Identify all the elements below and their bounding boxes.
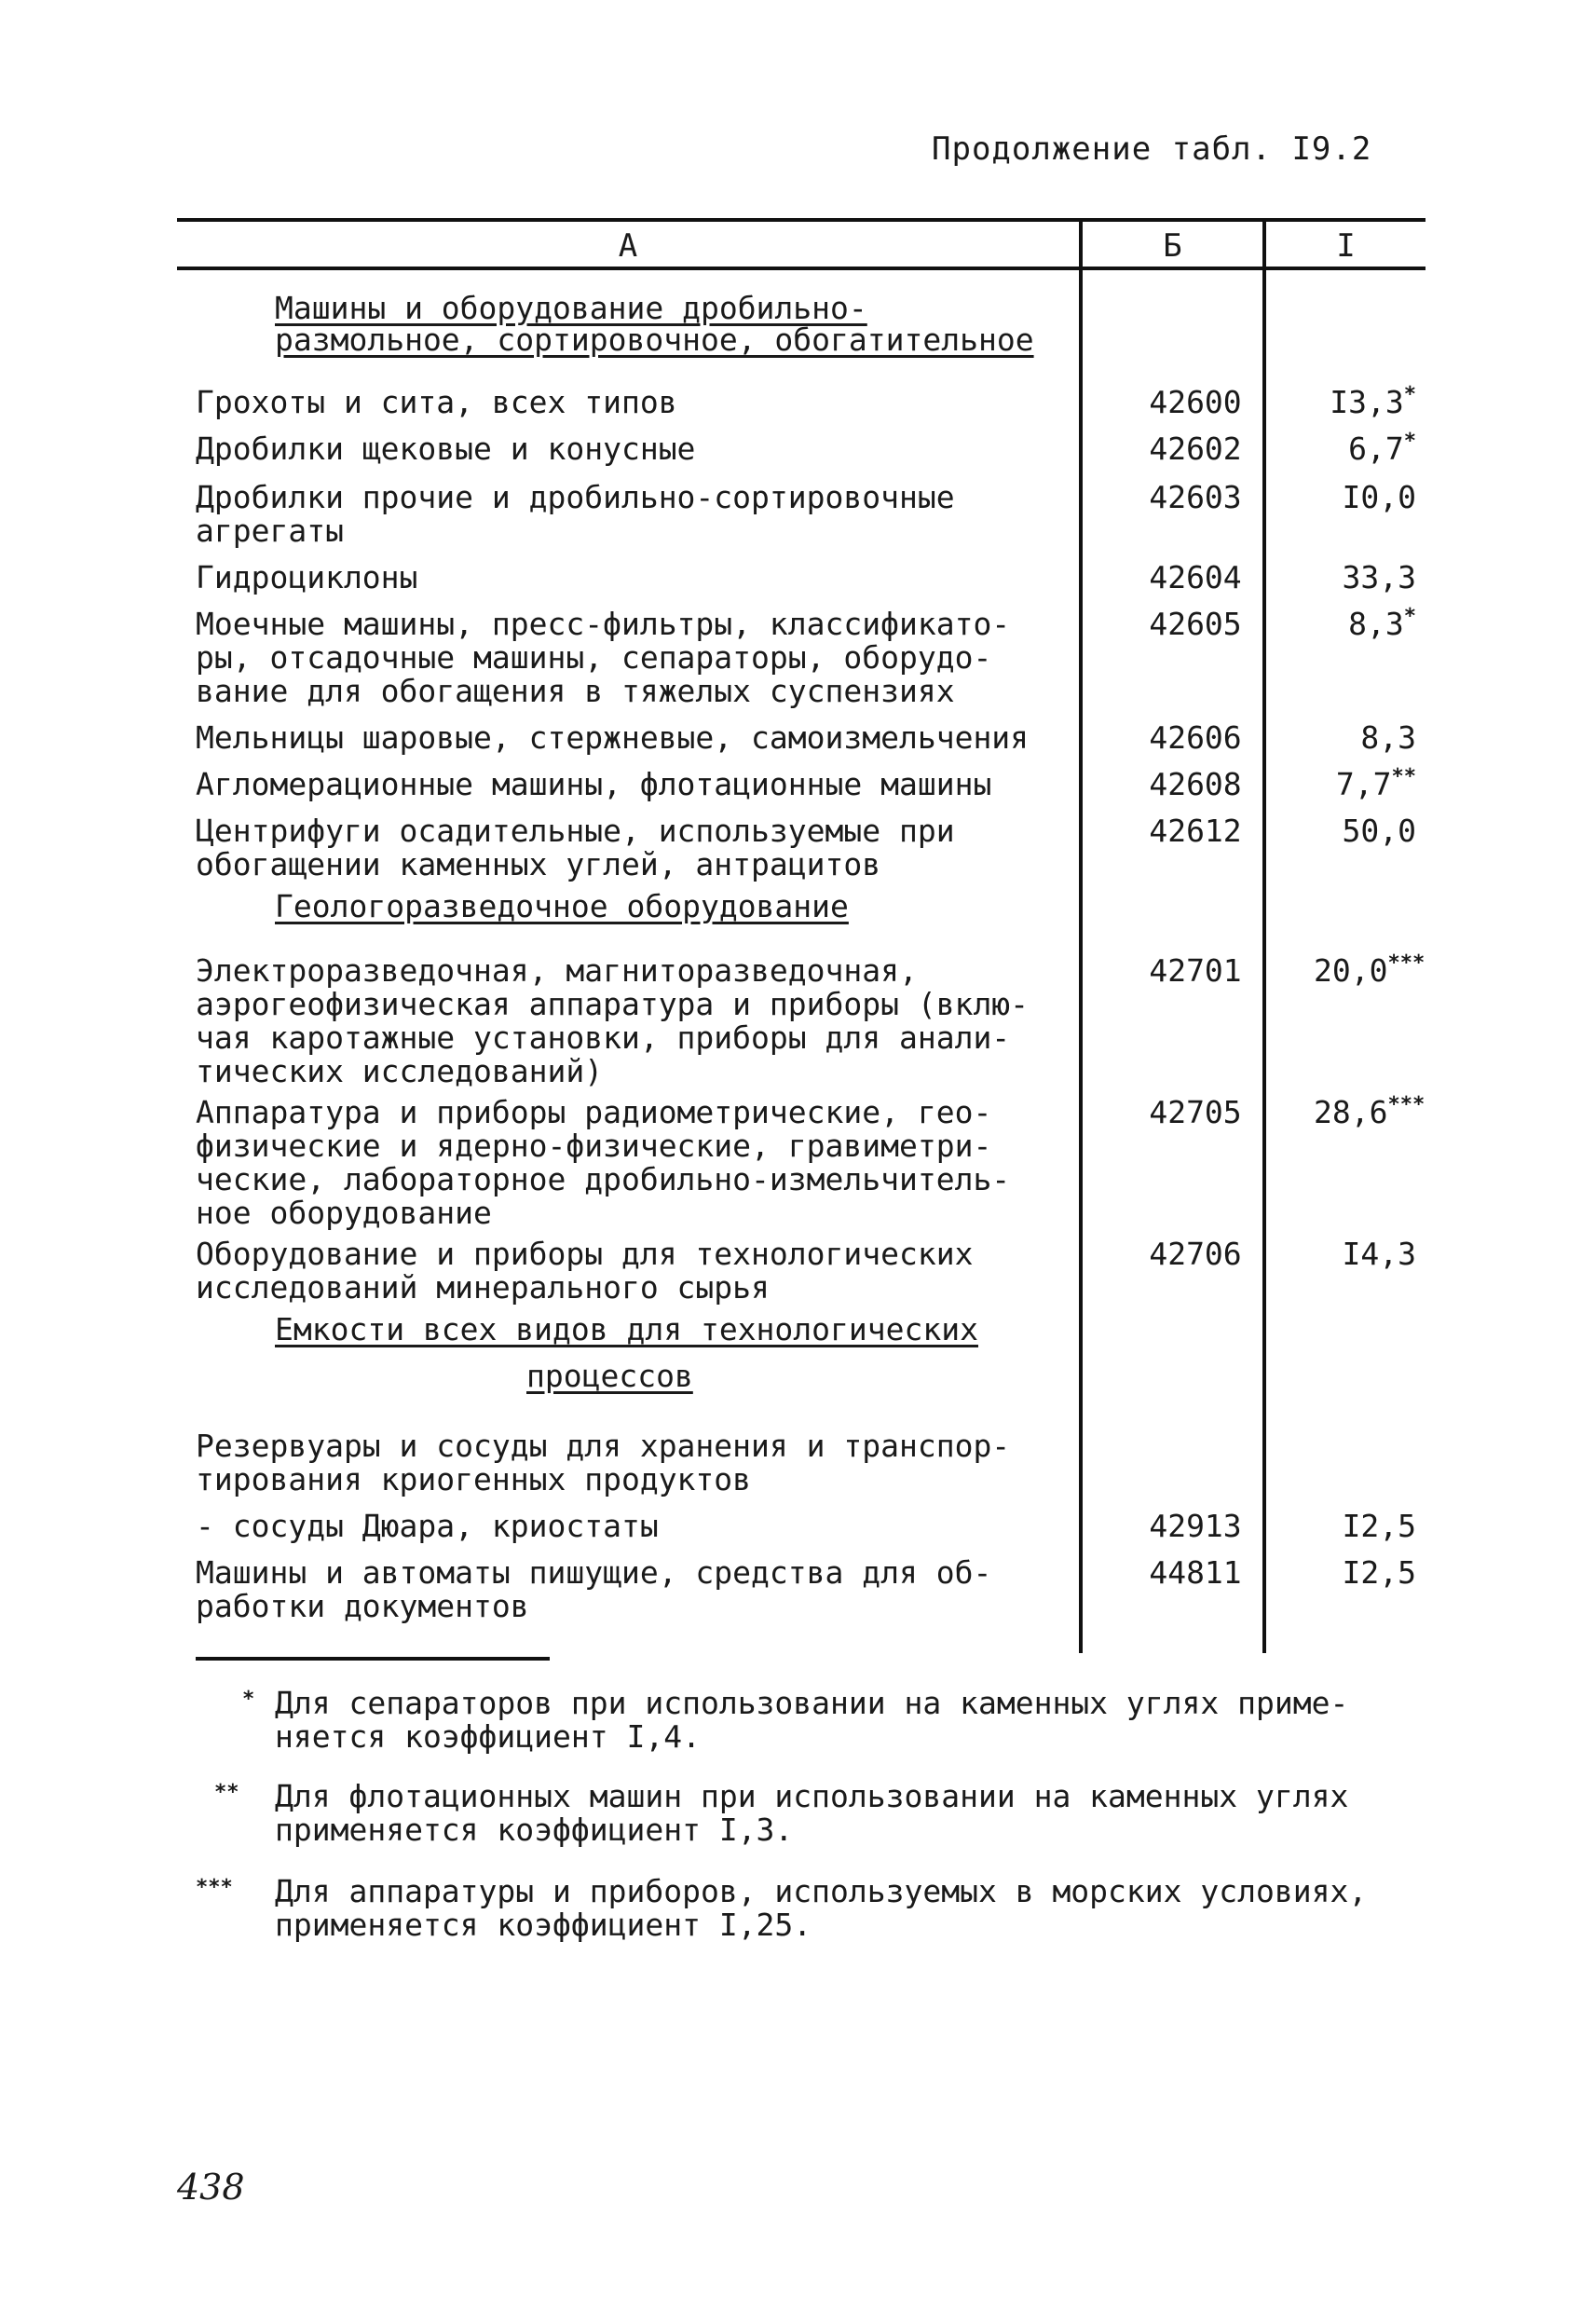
- section-title-containers-line2: процессов: [526, 1358, 693, 1394]
- row-code: 42706: [1149, 1236, 1242, 1272]
- row-code: 42605: [1149, 606, 1242, 642]
- row-code: 42612: [1149, 813, 1242, 849]
- page-number: 438: [177, 2167, 245, 2208]
- row-value: 6,7: [1348, 431, 1404, 467]
- footnote-text: Для сепараторов при использовании на каменных углях приме- няется коэффициент I,4.: [275, 1685, 1349, 1755]
- footnote-mark: *: [1403, 430, 1416, 453]
- table-top-rule: [177, 218, 1425, 222]
- row-name: Резервуары и сосуды для хранения и транспор- тирования криогенных продуктов: [196, 1428, 1011, 1497]
- row-value-cell: [1314, 765, 1416, 802]
- row-value-cell: [1314, 481, 1416, 514]
- row-code: 44811: [1149, 1554, 1242, 1591]
- footnote-mark: *: [242, 1688, 255, 1711]
- header-col-a: А: [618, 227, 638, 265]
- row-name: Агломерационные машины, флотационные машины: [196, 766, 992, 802]
- row-value: 33,3: [1342, 559, 1416, 595]
- row-value: I2,5: [1342, 1554, 1416, 1591]
- footnote-mark: *: [1403, 605, 1416, 628]
- row-name: Центрифуги осадительные, используемые при обогащении каменных углей, антрацитов: [196, 813, 955, 882]
- row-code: 42913: [1149, 1508, 1242, 1544]
- header-col-c: I: [1336, 227, 1356, 265]
- row-value-cell: [1314, 432, 1416, 466]
- row-value: 8,3: [1348, 606, 1404, 642]
- row-value-cell: [1314, 951, 1425, 989]
- row-code: 42608: [1149, 766, 1242, 802]
- row-value: 7,7: [1335, 766, 1392, 802]
- row-value: 28,6: [1314, 1094, 1388, 1130]
- row-name: Моечные машины, пресс-фильтры, классификато- ры, отсадочные машины, сепараторы, оборудо- вание для обогащения в тяжелых суспензиях: [196, 606, 1011, 709]
- row-name: Электроразведочная, магниторазведочная, аэрогеофизическая аппаратура и приборы (вклю- чая каротажные установки, приборы для анали- тических исследований): [196, 952, 1030, 1089]
- footnote-mark: ***: [1387, 951, 1425, 975]
- row-name: Оборудование и приборы для технологических исследований минерального сырья: [196, 1236, 974, 1306]
- row-name: Дробилки прочие и дробильно-сортировочные агрегаты: [196, 479, 955, 549]
- row-name: Грохоты и сита, всех типов: [196, 384, 677, 420]
- row-value: I0,0: [1342, 479, 1416, 515]
- row-value-cell: [1314, 1510, 1416, 1543]
- footnote-text: Для аппаратуры и приборов, используемых в морских условиях, применяется коэффициент I,25.: [275, 1873, 1368, 1943]
- row-code: 42604: [1149, 559, 1242, 595]
- row-value: I2,5: [1342, 1508, 1416, 1544]
- row-value-cell: [1314, 605, 1416, 642]
- row-value: 8,3: [1360, 719, 1416, 756]
- footnote-text: Для флотационных машин при использовании на каменных углях применяется коэффициент I,3.: [275, 1778, 1349, 1848]
- row-code: 42603: [1149, 479, 1242, 515]
- footnote-mark: *: [1403, 383, 1416, 406]
- row-value: 20,0: [1314, 952, 1388, 989]
- row-code: 42705: [1149, 1094, 1242, 1130]
- row-name: Гидроциклоны: [196, 559, 418, 595]
- row-name: Дробилки щековые и конусные: [196, 431, 696, 467]
- footnote-separator: [196, 1657, 550, 1661]
- footnote-mark: **: [214, 1781, 239, 1804]
- row-value-cell: [1314, 561, 1416, 595]
- row-code: 42701: [1149, 952, 1242, 989]
- row-code: 42602: [1149, 431, 1242, 467]
- row-value: 50,0: [1342, 813, 1416, 849]
- table-header-rule: [177, 267, 1425, 270]
- row-value-cell: [1314, 1093, 1425, 1130]
- row-value-cell: [1314, 1238, 1416, 1271]
- row-value-cell: [1314, 814, 1416, 848]
- footnote-mark: **: [1391, 765, 1416, 788]
- row-code: 42606: [1149, 719, 1242, 756]
- row-name: - сосуды Дюара, криостаты: [196, 1508, 659, 1544]
- section-title-containers: Емкости всех видов для технологических: [275, 1311, 978, 1347]
- row-value-cell: [1314, 721, 1416, 755]
- header-col-b: Б: [1163, 227, 1182, 265]
- footnote-mark: ***: [196, 1876, 233, 1899]
- table-continuation-label: Продолжение табл. I9.2: [932, 130, 1372, 168]
- row-name: Машины и автоматы пишущие, средства для об- работки документов: [196, 1554, 992, 1624]
- section-title-crushing: Машины и оборудование дробильно- размольное, сортировочное, обогатительное: [275, 290, 1034, 358]
- row-value: I3,3: [1330, 384, 1404, 420]
- row-code: 42600: [1149, 384, 1242, 420]
- row-value-cell: [1314, 383, 1416, 420]
- row-name: Аппаратура и приборы радиометрические, гео- физические и ядерно-физические, гравиметри- ческие, лабораторное дробильно-измельчитель- ное оборудование: [196, 1094, 1011, 1231]
- footnote-mark: ***: [1387, 1093, 1425, 1116]
- row-value-cell: [1314, 1556, 1416, 1590]
- row-name: Мельницы шаровые, стержневые, самоизмельчения: [196, 719, 1030, 756]
- section-title-geological: Геологоразведочное оборудование: [275, 888, 849, 924]
- row-value: I4,3: [1342, 1236, 1416, 1272]
